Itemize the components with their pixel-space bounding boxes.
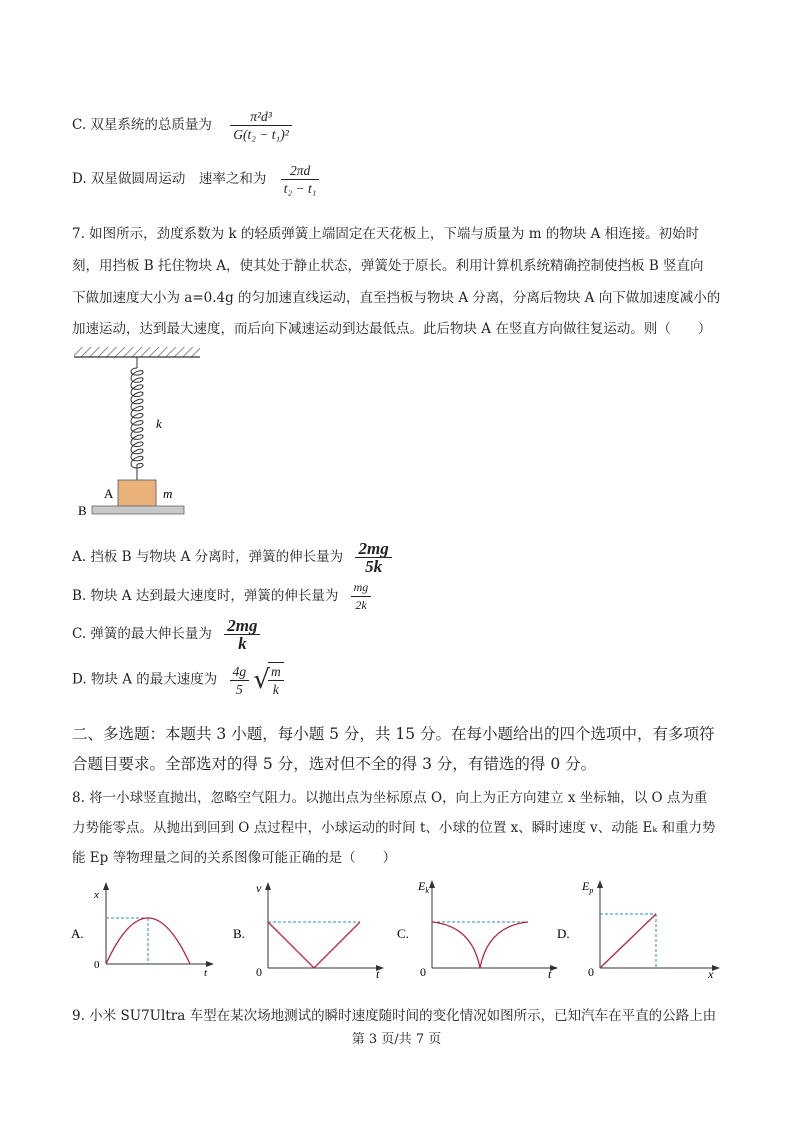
sqrt-symbol: √ (253, 665, 270, 695)
option-formula (355, 540, 391, 575)
option-label: B. 物块 A 达到最大速度时，弹簧的伸长量为 (72, 588, 339, 604)
option-6c (72, 108, 292, 143)
option-6d (72, 162, 319, 197)
graph-option-label: D. (557, 926, 570, 941)
origin-label: 0 (94, 959, 100, 971)
option-6c-formula (230, 108, 292, 143)
plate-b (92, 506, 184, 514)
formula-numerator: 2πd (281, 162, 320, 180)
plate-b-label: B (78, 503, 87, 518)
graph-c (392, 876, 562, 978)
y-axis-label: x (94, 889, 99, 901)
page-footer: 第 3 页/共 7 页 (351, 1032, 442, 1047)
x-axis-label: t (204, 967, 208, 978)
q9-line-1: 9. 小米 SU7Ultra 车型在某次场地测试的瞬时速度随时间的变化情况如图所示，已知汽车在平直的公路上由 (72, 1008, 717, 1024)
formula-denominator: t₂ − t₁ (283, 181, 317, 196)
formula-numerator: 2mg (224, 617, 260, 635)
y-axis-label: $E_p$ (582, 879, 594, 895)
q7-option-d (72, 662, 284, 698)
formula-numerator: 4g (230, 663, 250, 681)
potential-energy-line (600, 914, 656, 968)
graph-option-label: C. (397, 926, 409, 941)
q7-option-a (72, 540, 392, 575)
formula-numerator: 2mg (355, 540, 391, 558)
origin-label: 0 (256, 965, 262, 978)
block-mass-label: m (163, 486, 173, 501)
option-formula (224, 617, 260, 652)
ceiling-hatch (74, 347, 200, 357)
option-label: D. 物块 A 的最大速度为 (72, 671, 218, 688)
formula-numerator: π²d³ (230, 108, 292, 126)
spring-coil (131, 357, 143, 480)
graph-option-label: B. (233, 926, 245, 941)
q7-line-4: 加速运动，达到最大速度，而后向下减速运动到达最低点。此后物块 A 在竖直方向做往复运动。则（ ） (72, 321, 712, 337)
origin-label: 0 (588, 965, 594, 978)
option-6d-label: D. 双星做圆周运动 速率之和为 (72, 171, 267, 187)
formula-denominator: 5 (235, 681, 243, 697)
radicand-denominator: k (272, 682, 279, 697)
sqrt-radicand (268, 662, 284, 698)
y-axis-label: $E_k$ (418, 879, 429, 895)
q7-option-b (72, 579, 371, 614)
option-formula (230, 663, 250, 698)
formula-denominator: 5k (365, 557, 383, 576)
block-a-label: A (104, 486, 114, 501)
graph-a (66, 878, 216, 978)
q8-line-2: 力势能零点。从抛出到回到 O 点过程中，小球运动的时间 t、小球的位置 x、瞬时速度 v、动能 Eₖ 和重力势 (72, 820, 716, 836)
option-6c-label: C. 双星系统的总质量为 (72, 117, 212, 133)
y-axis-label: v (256, 881, 262, 895)
graph-option-label: A. (71, 926, 84, 941)
graph-b (228, 878, 388, 978)
graph-d (554, 876, 724, 978)
radicand-numerator: m (268, 663, 284, 681)
option-label: C. 弹簧的最大伸长量为 (72, 626, 212, 642)
section-2-line-2: 合题目要求。全部选对的得 5 分，选对但不全的得 3 分，有错选的得 0 分。 (72, 755, 597, 773)
formula-numerator: mg (351, 579, 372, 597)
spring-constant-label: k (156, 416, 162, 431)
x-axis-label: t (376, 967, 380, 978)
option-formula (351, 579, 372, 614)
option-6d-formula (281, 162, 320, 197)
q8-line-1: 8. 将一小球竖直抛出，忽略空气阻力。以抛出点为坐标原点 O，向上为正方向建立 x 坐标轴，以 O 点为重 (72, 790, 708, 806)
option-label: A. 挡板 B 与物块 A 分离时，弹簧的伸长量为 (72, 549, 344, 565)
section-2-line-1: 二、多选题：本题共 3 小题，每小题 5 分，共 15 分。在每小题给出的四个选项中，有多项符 (72, 725, 715, 743)
origin-label: 0 (420, 965, 426, 978)
q8-line-3: 能 Ep 等物理量之间的关系图像可能正确的是（ ） (72, 850, 397, 866)
x-axis-label: t (548, 967, 552, 978)
velocity-curve (268, 922, 360, 968)
q7-option-c (72, 617, 260, 652)
formula-denominator: 2k (355, 598, 367, 612)
kinetic-energy-curve (432, 922, 528, 968)
formula-denominator: k (238, 634, 247, 653)
q7-line-1: 7. 如图所示，劲度系数为 k 的轻质弹簧上端固定在天花板上，下端与质量为 m 的物块 A 相连接。初始时 (72, 226, 700, 242)
q7-line-3: 下做加速度大小为 a=0.4g 的匀加速直线运动，直至挡板与物块 A 分离，分离后物块 A 向下做加速度减小的 (72, 290, 721, 306)
x-axis-label: x (708, 967, 714, 978)
block-a (118, 480, 156, 506)
q7-line-2: 刻，用挡板 B 托住物块 A，使其处于静止状态，弹簧处于原长。利用计算机系统精确控制使挡板 B 竖直向 (72, 258, 704, 274)
formula-denominator: G(t₂ − t₁)² (233, 127, 289, 142)
spring-block-figure (70, 342, 200, 522)
